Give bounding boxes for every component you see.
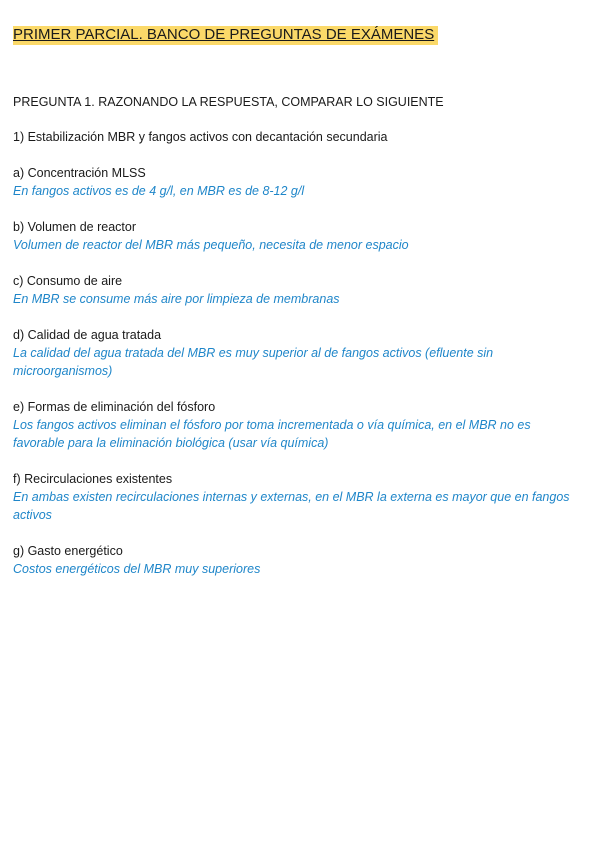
- item-label: a) Concentración MLSS: [13, 166, 146, 180]
- item-e: [13, 398, 573, 452]
- item-label: b) Volumen de reactor: [13, 220, 136, 234]
- item-c: [13, 272, 573, 308]
- item-a: [13, 164, 573, 200]
- item-label: c) Consumo de aire: [13, 274, 123, 288]
- item-f: [13, 470, 573, 524]
- item-answer: La calidad del agua tratada del MBR es muy superior al de fangos activos (efluente sin microorganismos): [13, 346, 494, 378]
- item-label: g) Gasto energético: [13, 544, 123, 558]
- item-label: e) Formas de eliminación del fósforo: [13, 400, 216, 414]
- subquestion-heading: 1) Estabilización MBR y fangos activos con decantación secundaria: [13, 130, 388, 144]
- question-heading: PREGUNTA 1. RAZONANDO LA RESPUESTA, COMPARAR LO SIGUIENTE: [13, 95, 444, 109]
- item-answer: Costos energéticos del MBR muy superiores: [13, 562, 261, 576]
- item-b: [13, 218, 573, 254]
- item-answer: En ambas existen recirculaciones internas y externas, en el MBR la externa es mayor que en fangos activos: [13, 490, 570, 522]
- item-answer: Volumen de reactor del MBR más pequeño, necesita de menor espacio: [13, 238, 409, 252]
- item-d: [13, 326, 573, 380]
- item-answer: En MBR se consume más aire por limpieza de membranas: [13, 292, 340, 306]
- item-answer: Los fangos activos eliminan el fósforo por toma incrementada o vía química, en el MBR no es favorable para la eliminación biológica (usar vía química): [13, 418, 531, 450]
- item-label: f) Recirculaciones existentes: [13, 472, 173, 486]
- item-g: [13, 542, 573, 578]
- page-title: PRIMER PARCIAL. BANCO DE PREGUNTAS DE EXÁMENES: [13, 26, 438, 45]
- item-label: d) Calidad de agua tratada: [13, 328, 162, 342]
- item-answer: En fangos activos es de 4 g/l, en MBR es de 8-12 g/l: [13, 184, 305, 198]
